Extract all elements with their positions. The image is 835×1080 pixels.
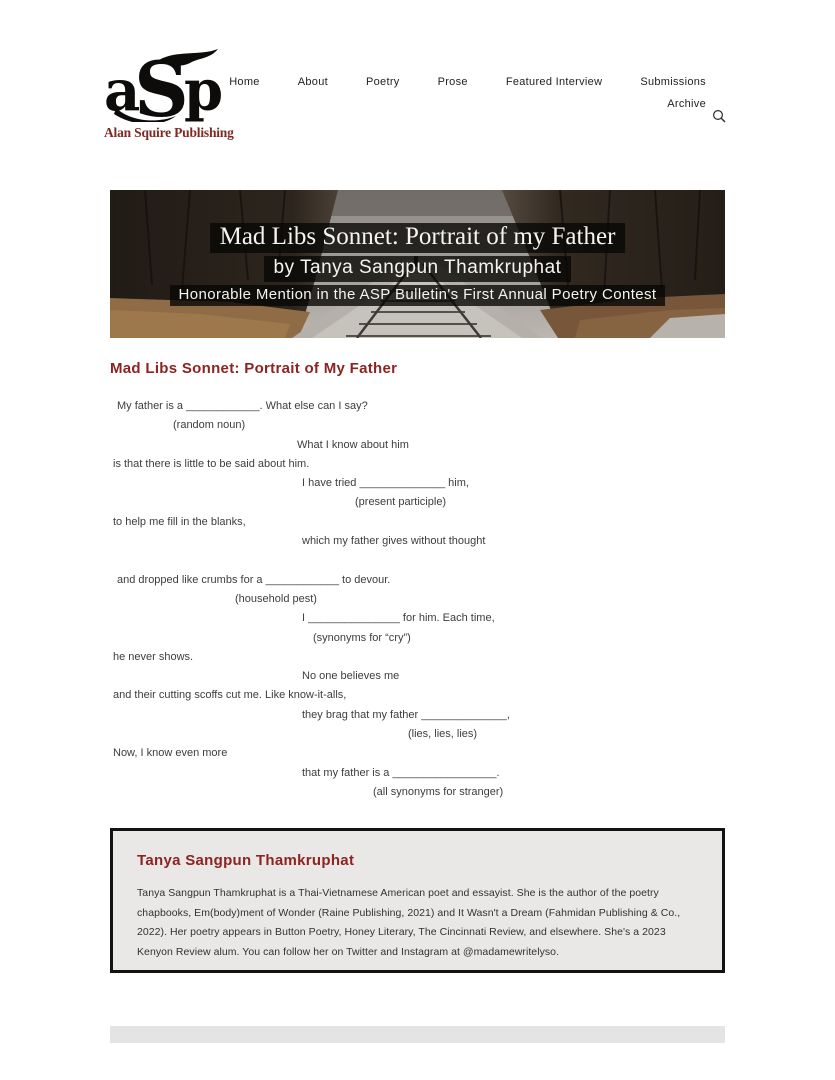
- nav-item-home[interactable]: Home: [229, 76, 260, 88]
- poem-line: I _______________ for him. Each time,: [302, 612, 495, 625]
- main-nav: [229, 76, 706, 88]
- poem-line-spacer: [110, 551, 750, 570]
- search-icon[interactable]: [712, 109, 727, 124]
- poem-line: Now, I know even more: [113, 747, 228, 760]
- author-bio-box: [110, 828, 725, 973]
- poem-line: which my father gives without thought: [302, 535, 486, 548]
- poem-line: (lies, lies, lies): [408, 728, 478, 741]
- author-bio-text: Tanya Sangpun Thamkruphat is a Thai-Vietnamese American poet and essayist. She is the author of the poetry chapbooks, Em(body)ment of Wonder (Raine Publishing, 2021) and It Wasn't a Dream (Fahmidan Publishing & Co., 2022). Her poetry appears in Button Poetry, Honey Literary, The Cincinnati Review, and elsewhere. She's a 2023 Kenyon Review alum. You can follow her on Twitter and Instagram at @madamewritelyso.: [137, 887, 681, 958]
- footer-bar: [110, 1026, 725, 1043]
- nav-item-poetry[interactable]: Poetry: [365, 76, 400, 88]
- poem-line: is that there is little to be said about him.: [113, 457, 310, 470]
- poem-line: and their cutting scoffs cut me. Like know-it-alls,: [113, 689, 347, 702]
- poem-line: (synonyms for “cry”): [313, 631, 411, 644]
- hero-banner-image: [110, 190, 725, 338]
- hero-subtitle: Honorable Mention in the ASP Bulletin's First Annual Poetry Contest: [170, 285, 666, 306]
- asp-logo-icon: [104, 46, 226, 122]
- poem-line: (household pest): [235, 592, 317, 605]
- nav-item-submissions[interactable]: Submissions: [640, 76, 706, 88]
- nav-item-prose[interactable]: Prose: [437, 76, 468, 88]
- logo-text: Alan Squire Publishing: [104, 125, 234, 140]
- poem-line: No one believes me: [302, 670, 400, 683]
- site-logo[interactable]: [104, 46, 234, 141]
- poem-line: (present participle): [355, 496, 447, 509]
- poem-body: [110, 397, 750, 802]
- nav-item-archive[interactable]: Archive: [667, 98, 706, 110]
- poem-line: My father is a ____________. What else can I say?: [117, 400, 368, 412]
- poem-line: and dropped like crumbs for a ____________ to devour.: [117, 573, 391, 586]
- author-name: Tanya Sangpun Thamkruphat: [137, 852, 355, 869]
- poem-line: they brag that my father ______________,: [302, 708, 510, 721]
- poem-line: I have tried ______________ him,: [302, 477, 469, 490]
- svg-text:S: S: [134, 46, 189, 122]
- poem-line: (random noun): [173, 419, 246, 432]
- svg-text:a: a: [104, 58, 141, 122]
- hero-title: Mad Libs Sonnet: Portrait of my Father: [210, 223, 626, 253]
- nav-item-about[interactable]: About: [297, 76, 328, 88]
- poem-line: What I know about him: [297, 438, 409, 451]
- page-title: Mad Libs Sonnet: Portrait of My Father: [110, 360, 398, 377]
- poem-line: to help me fill in the blanks,: [113, 515, 246, 528]
- poem-line: (all synonyms for stranger): [373, 785, 504, 798]
- nav-item-featured-interview[interactable]: Featured Interview: [505, 76, 603, 88]
- svg-text:p: p: [184, 58, 224, 122]
- poem-line: that my father is a _________________.: [302, 766, 500, 779]
- poem-line: he never shows.: [113, 650, 194, 663]
- main-nav-row2: [667, 94, 706, 112]
- hero-byline: by Tanya Sangpun Thamkruphat: [264, 256, 572, 282]
